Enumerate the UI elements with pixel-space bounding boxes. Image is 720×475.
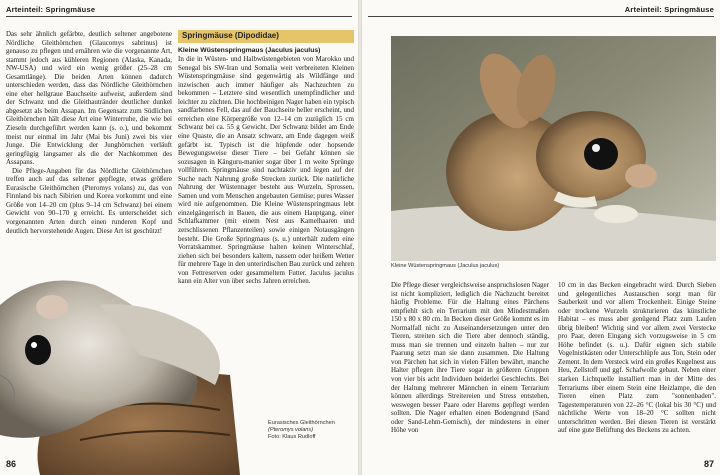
photo-caption-left [268,420,354,441]
right-column-2 [558,281,716,435]
page-number-left: 86 [6,459,17,469]
caption-line: (Pteromys volans) [268,427,314,433]
paragraph: Das sehr ähnlich gefärbte, deutlich seltener angebotene Nördliche Gleithörnchen (Glaucomys sabrinus) ist genauso zu pflegen und ernähren wie die vorgenannte Art, stammt jedoch aus kühleren Regionen (Alaska, Kanada, NW-USA) und wird ein wenig größer (25–28 cm Gesamtlänge). Die beiden Arten können dadurch unterschieden werden, dass das Nördliche Gleithörnchen eine eher hellgraue Bauchseite aufweist, außerdem sind der Schwanz und die Gleithautränder deutlicher dunkel abgesetzt als beim Assapan. Im Gegensatz zum Südlichen Gleithörnchen hält diese Art eine Winterruhe, die wie bei Zieseln durchgeführt werden kann (s. o.), und bekommt meist nur einmal im Jahr (Mai bis Juni) zwei bis vier Junge. Die Entwicklung der Junghörnchen verläuft geringfügig langsamer als die der Nachkommen des Assapans. [6,30,172,167]
paragraph: Die Pflege-Angaben für das Nördliche Gleithörnchen treffen auch auf das seltener gepflegte, etwas größere Eurasische Gleithörnchen (Pteromys volans) zu, das von Finnland bis nach Sibirien und Korea vorkommt und eine Größe von 14–20 cm (plus 9–14 cm Schwanz) bei einem Gewicht von 90–170 g erreicht. Es unterscheidet sich vorgenannten Arten durch einen runderen Kopf und deutlich hervorstehende Augen. Diese Art ist geschützt! [6,166,172,235]
paragraph: In die in Wüsten- und Halbwüstengebieten von Marokko und Senegal bis SW-Iran und Somalia weit verbreiteten Kleinen Wüstenspringmäuse sind gegenwärtig als Wildfänge und inzwischen auch immer häufiger als Nachzuchten zu bekommen – Letztere sind wesentlich unempfindlicher und leichter zu züchten. Die hochbeinigen Nager haben ein typisch sandfarbenes Fell, das auf der Bauchseite heller erscheint, und erreichen eine Körpergröße von 12–14 cm zuzüglich 15 cm Schwanz bei ca. 55 g Gewicht. Der Schwanz bildet am Ende eine Quaste, die an Ansatz schwarz, am Ende dagegen weiß gefärbt ist. Typisch ist die hüpfende oder hopsende Bewegungsweise dieser Tiere – bei Gefahr können sie sozusagen in Känguru-manier sogar über 1 m weite Sprünge vollführen. Springmäuse sind nachtaktiv und legen auf der Suche nach Nahrung große Strecken zurück. Die natürliche Nahrung der Wüstennager besteht aus Wurzeln, Sprossen, Samen und vom Menschen angebauten Gemüse; pures Wasser wird nie aufgenommen. Die Kleine Wüstenspringmaus lebt einzelgängerisch in Bauen, die aus einem Hauptgang, einer Schlafkammer (mit einem Nest aus Kamelhaaren und zerschlissenen Pflanzenteilen) sowie einigen Notausgängen besteht. Die Große Springmaus (s. u.) unterhält zudem eine Vorratskammer. Springmäuse halten keinen Winterschlaf, ziehen sich bei besonders kaltem, nassem oder heißem Wetter für mehrere Tage in den unterirdischen Bau zurück und zehren von Fettreserven oder gesammeltem Futter. Jaculus jaculus kann ein Alter von über sechs Jahren erreichen. [178,55,354,286]
paragraph: 10 cm in das Becken eingebracht wird. Durch Sieben und gelegentliches Austauschen sorgt man für Sauberkeit und vor allem Trockenheit. Einige Steine oder trockene Wurzeln strukturieren das künstliche Habitat – es muss aber genügend Platz zum Laufen übrig bleiben! Wichtig sind vor allem zwei Verstecke pro Paar, deren Eingang sich vorzugsweise in 5 cm Höhe befindet (s. u.). Dafür eignen sich stabile Vogelnistkästen oder Unterschlüpfe aus Ton, Stein oder Zement. In dem Versteck wird ein großes Kugelnest aus Heu, Zellstoff und ggf. Schafwolle gebaut. Neben einer starken Lichtquelle installiert man in der Mitte des Terrariums über einem Stein eine Heizlampe, die den Tieren einen Platz zum "sonnenbaden". Tagestemperaturen von 22–26 °C (lokal bis 30 °C) und nächtliche Werte von 18–20 °C sollten nicht unterschritten werden. Bei diesen Tieren ist verstärkt auf eine gute Belüftung des Beckens zu achten. [558,281,716,435]
running-head-left: Arteinteil: Springmäuse [6,3,352,17]
left-column-2 [178,30,354,286]
running-head-right: Arteinteil: Springmäuse [368,3,714,17]
left-page [0,0,358,475]
right-page [362,0,720,475]
page-number-right: 87 [703,459,714,469]
photo-caption-right: Kleine Wüstenspringmaus (Jaculus jaculus) [391,263,500,269]
caption-line: Foto: Klaus Rudloff [268,434,316,440]
caption-line: Eurasisches Gleithörnchen [268,420,335,426]
section-title: Springmäuse (Dipodidae) [178,30,354,43]
paragraph: Die Pflege dieser vergleichsweise anspruchslosen Nager ist nicht kompliziert, lediglich die Nachzucht bereitet häufig Probleme. Für die Haltung eines Pärchens empfiehlt sich ein Terrarium mit den Mindestmaßen 150 x 80 x 80 cm. In Becken dieser Größe kommt es im Normalfall nicht zu Auseinandersetzungen unter den Tieren, streiten sich die Tiere aber dennoch ständig, muss man sie trennen und einzeln halten – nur zur Paarung setzt man sie dann zusammen. Die Haltung von Pärchen hat sich in vielen Fällen bewährt, manche Halter pflegen ihre Tiere sogar in größeren Gruppen von vier bis acht Individuen beiderlei Geschlechts. Bei der Haltung mehrerer Männchen in einem Terrarium können allerdings Streitereien und Stress entstehen, weswegen besser Paare oder Harems gepflegt werden sollten. Die Nager erhalten einen Bodengrund (Sand oder Sand-Lehm-Gemisch), der mindestens in einer Höhe von [391,281,549,435]
right-column-1 [391,281,549,435]
jerboa-photo [391,36,716,261]
left-column-1 [6,30,172,235]
species-heading: Kleine Wüstenspringmaus (Jaculus jaculus) [178,46,321,54]
